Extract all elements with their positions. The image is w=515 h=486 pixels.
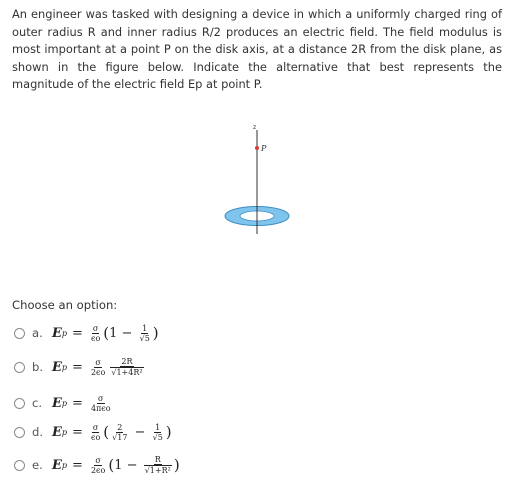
option-e[interactable] xyxy=(14,452,180,478)
formula-c: E p = $\frac{\sigma}{\text{4πϵo}}$ xyxy=(52,393,111,413)
option-c[interactable] xyxy=(14,390,114,416)
option-b[interactable] xyxy=(14,354,146,380)
radio-a[interactable] xyxy=(14,328,25,339)
option-d[interactable] xyxy=(14,419,172,445)
option-a[interactable] xyxy=(14,320,159,346)
option-letter: d. xyxy=(32,425,44,439)
formula-a: E p = $\frac{\sigma}{\epsilon o}$ ( 1 − $\frac{1}{√5}$ ) xyxy=(52,323,159,343)
question-text: An engineer was tasked with designing a device in which a uniformly charged ring of outer radius R and inner radius R/2 produces an electric field. The field modulus is most important at a point P on the disk axis, at a distance 2R from the disk plane, as shown in the figure below. Indicate the alternative that best represents the magnitude of the electric field Ep at point P. xyxy=(12,7,502,92)
formula-d: E p = $\frac{\sigma}{\epsilon o}$ ( $\frac{2}{√17}$ − $\frac{1}{√5}$ ) xyxy=(52,422,172,442)
radio-e[interactable] xyxy=(14,460,25,471)
formula-e: E p = $\frac{\sigma}{2\epsilon o}$ ( 1 − $\frac{R}{\text{√1+R²}}$ ) xyxy=(52,455,180,475)
point-label: P xyxy=(261,144,267,153)
radio-b[interactable] xyxy=(14,362,25,373)
choose-option-label: Choose an option: xyxy=(12,298,118,312)
option-letter: b. xyxy=(32,360,44,374)
option-letter: a. xyxy=(32,326,43,340)
radio-d[interactable] xyxy=(14,427,25,438)
option-letter: c. xyxy=(32,396,43,410)
ring-figure xyxy=(210,112,310,237)
option-letter: e. xyxy=(32,458,43,472)
ring-diagram xyxy=(210,112,310,237)
point-p xyxy=(255,146,259,150)
radio-c[interactable] xyxy=(14,398,25,409)
formula-b: E p = $\frac{\sigma}{2\epsilon o}$ $\frac{2R}{\text{√1+4R²}}$ xyxy=(52,357,143,377)
axis-label: z xyxy=(253,124,257,131)
